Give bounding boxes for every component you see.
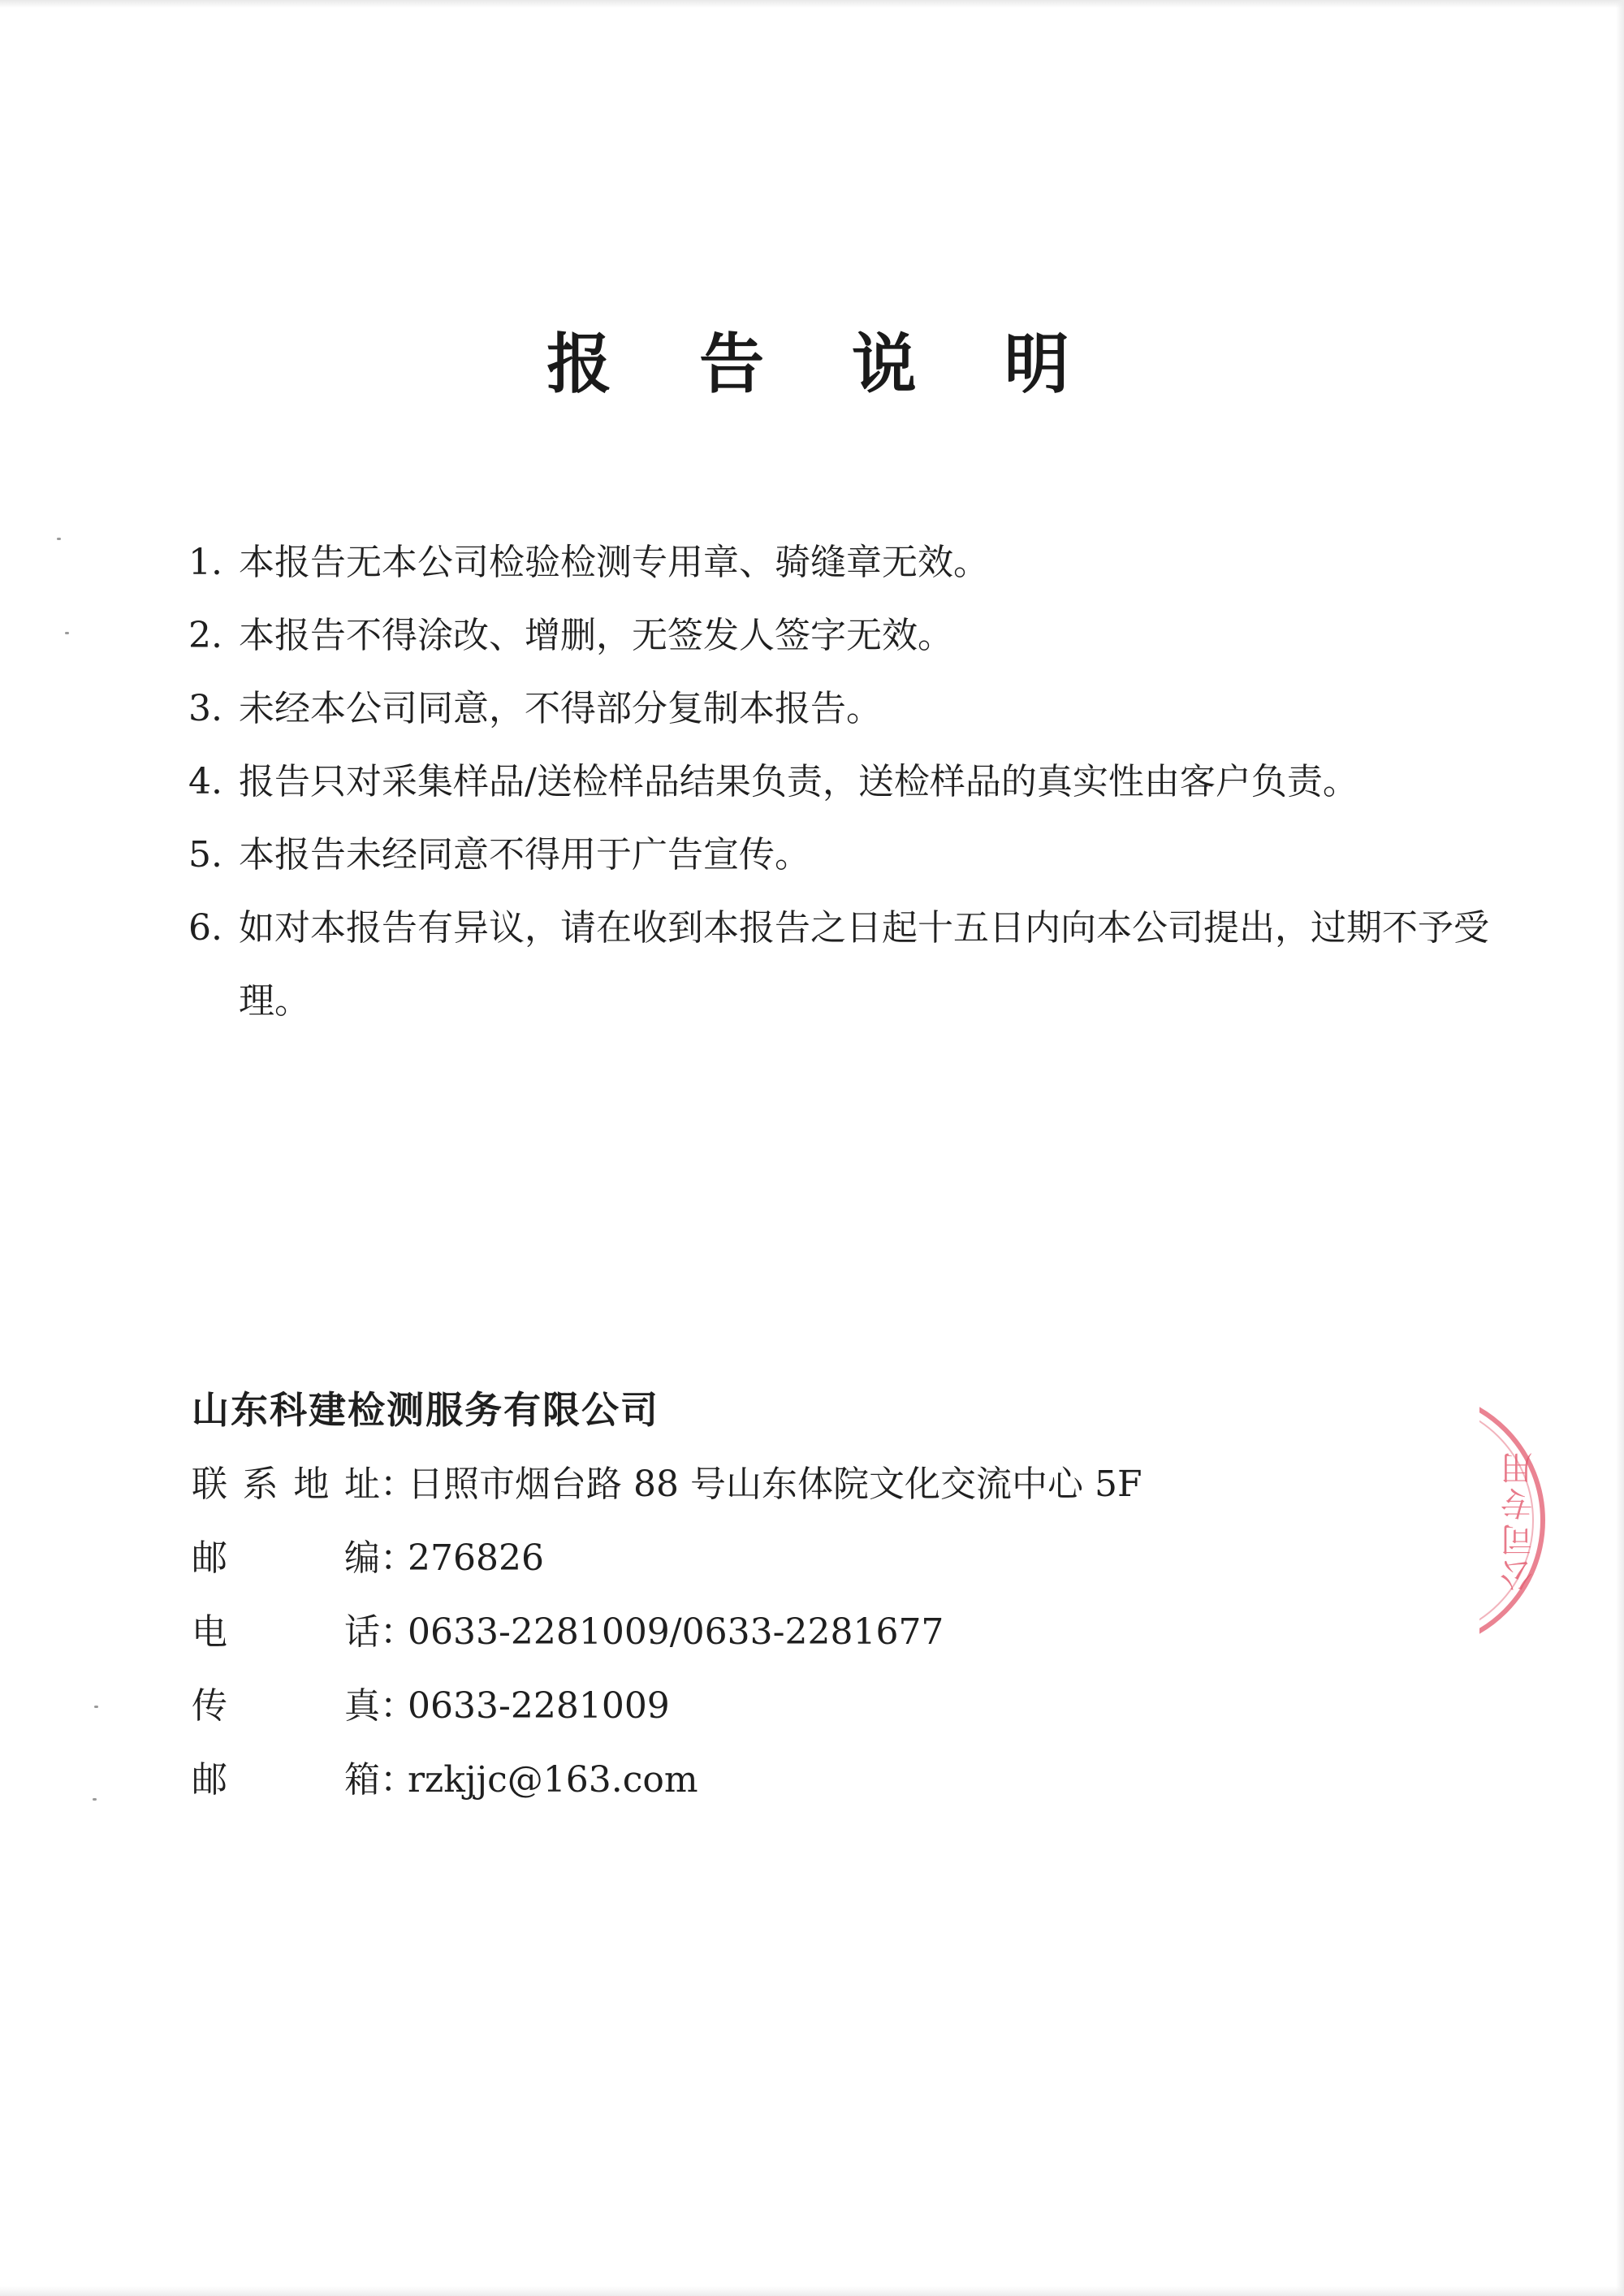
seal-text: 公司专用 — [1501, 1449, 1538, 1592]
note-text: 报告只对采集样品/送检样品结果负责，送检样品的真实性由客户负责。 — [239, 761, 1358, 802]
address-value: 日照市烟台路 88 号山东体院文化交流中心 5F — [408, 1464, 1142, 1505]
company-seal-stamp — [1479, 1390, 1561, 1650]
colon: ： — [380, 1464, 416, 1505]
note-number: 5. — [188, 834, 222, 876]
fax-value: 0633-2281009 — [408, 1685, 670, 1727]
postcode-label: 邮编 — [192, 1537, 380, 1579]
colon: ： — [380, 1537, 416, 1579]
scan-edge-bottom — [0, 2286, 1624, 2296]
note-number: 1. — [188, 542, 222, 583]
phone-value: 0633-2281009/0633-2281677 — [408, 1611, 944, 1653]
address-row — [192, 1447, 1410, 1521]
note-text: 如对本报告有异议，请在收到本报告之日起十五日内向本公司提出，过期不予受理。 — [239, 907, 1489, 1022]
note-item-6 — [188, 892, 1520, 1038]
note-item-4 — [188, 746, 1520, 819]
postcode-row — [192, 1521, 1410, 1595]
note-number: 4. — [188, 761, 222, 802]
address-label: 联系地址 — [192, 1464, 380, 1505]
email-label: 邮箱 — [192, 1759, 380, 1801]
colon: ： — [380, 1611, 416, 1653]
phone-row — [192, 1595, 1410, 1669]
contact-block — [192, 1373, 1410, 1817]
email-value: rzkjjc@163.com — [408, 1759, 698, 1801]
fax-label: 传真 — [192, 1685, 380, 1727]
email-row — [192, 1743, 1410, 1817]
colon: ： — [380, 1685, 416, 1727]
note-text: 本报告无本公司检验检测专用章、骑缝章无效。 — [239, 542, 989, 583]
note-item-1 — [188, 526, 1520, 599]
scan-edge-top — [0, 0, 1624, 8]
note-text: 本报告不得涂改、增删，无签发人签字无效。 — [239, 615, 953, 656]
note-number: 2. — [188, 615, 222, 656]
note-item-5 — [188, 819, 1520, 892]
page-title: 报 告 说 明 — [546, 325, 1102, 402]
note-item-3 — [188, 672, 1520, 746]
note-number: 3. — [188, 688, 222, 729]
note-item-2 — [188, 599, 1520, 672]
note-text: 本报告未经同意不得用于广告宣传。 — [239, 834, 810, 876]
company-name: 山东科建检测服务有限公司 — [192, 1388, 659, 1432]
note-text: 未经本公司同意，不得部分复制本报告。 — [239, 688, 882, 729]
postcode-value: 276826 — [408, 1537, 544, 1579]
phone-label: 电话 — [192, 1611, 380, 1653]
colon: ： — [380, 1759, 416, 1801]
note-number: 6. — [188, 907, 222, 949]
fax-row — [192, 1669, 1410, 1743]
notes-list — [188, 526, 1520, 1038]
